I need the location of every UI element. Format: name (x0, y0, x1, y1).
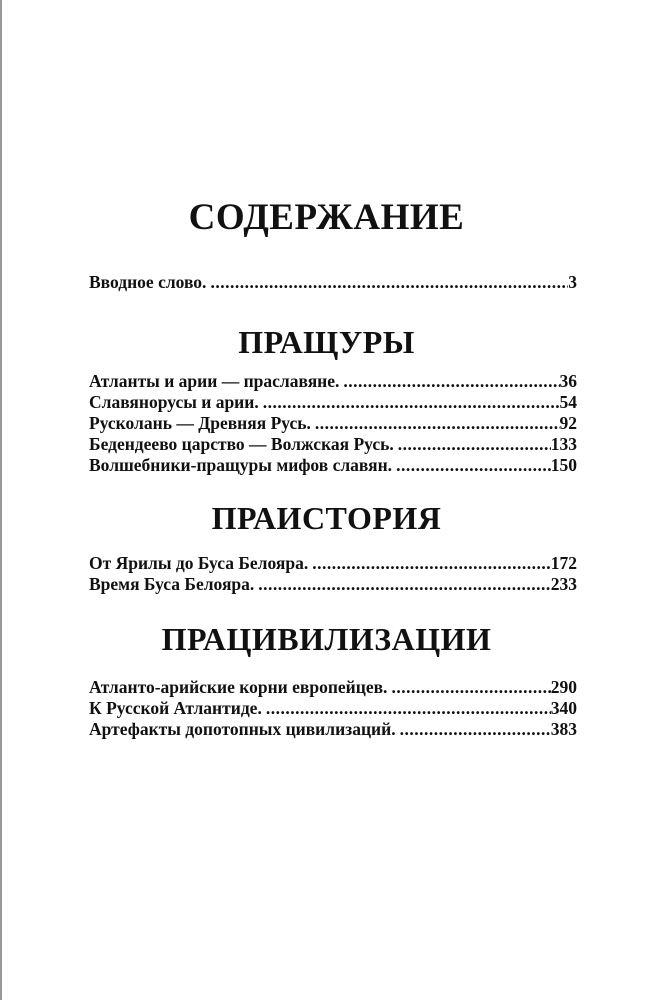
toc-entry-page: 150 (550, 455, 577, 475)
toc-entry (89, 455, 577, 476)
section-title-praistoriya: ПРАИСТОРИЯ (211, 500, 442, 536)
toc-entry (89, 677, 577, 698)
toc-entry-label: К Русской Атлантиде. (89, 698, 262, 718)
dot-leader (263, 392, 560, 413)
toc-entry-page: 383 (550, 719, 577, 739)
toc-entry (89, 371, 577, 392)
toc-entry-page: 3 (568, 272, 577, 292)
dot-leader (343, 371, 559, 392)
toc-entry-label: Волшебники-пращуры мифов славян. (89, 455, 393, 475)
toc-entry-label: Время Буса Белояра. (89, 574, 255, 594)
toc-entry-page: 92 (559, 413, 577, 433)
toc-entry-page: 340 (550, 698, 577, 718)
toc-entry-label: Славянорусы и арии. (89, 392, 259, 412)
dot-leader (396, 455, 551, 476)
toc-entry-label: От Ярилы до Буса Белояра. (89, 553, 309, 573)
dot-leader (210, 272, 568, 293)
section-title-pratsivilizatsii: ПРАЦИВИЛИЗАЦИИ (161, 621, 492, 657)
toc-entry-page: 36 (559, 371, 577, 391)
dot-leader (315, 413, 560, 434)
dot-leader (312, 553, 551, 574)
toc-entry-page: 290 (550, 677, 577, 697)
toc-entry-label: Вводное слово. (89, 272, 207, 292)
dot-leader (391, 677, 550, 698)
toc-entry-label: Бедендеево царство — Волжская Русь. (89, 434, 394, 454)
toc-entry (89, 553, 577, 574)
section-entry-list-prashchury (89, 371, 577, 476)
toc-entry (89, 434, 577, 455)
toc-entry (89, 392, 577, 413)
toc-entry-intro (89, 272, 577, 293)
toc-entry-label: Атланты и арии — праславяне. (89, 371, 340, 391)
section-title-prashchury: ПРАЩУРЫ (238, 324, 415, 360)
dot-leader (400, 719, 551, 740)
toc-entry (89, 413, 577, 434)
toc-entry (89, 574, 577, 595)
dot-leader (398, 434, 551, 455)
toc-entry-page: 172 (550, 553, 577, 573)
section-entry-list-pratsivilizatsii (89, 677, 577, 740)
page-title: СОДЕРЖАНИЕ (188, 197, 465, 238)
toc-entry-label: Артефакты допотопных цивилизаций. (89, 719, 396, 739)
intro-entry-list (89, 272, 577, 293)
section-entry-list-praistoriya (89, 553, 577, 595)
dot-leader (266, 698, 551, 719)
toc-entry-page: 233 (550, 574, 577, 594)
toc-entry (89, 719, 577, 740)
toc-entry (89, 698, 577, 719)
toc-entry-page: 133 (550, 434, 577, 454)
dot-leader (258, 574, 550, 595)
toc-entry-label: Русколань — Древняя Русь. (89, 413, 311, 433)
toc-entry-label: Атланто-арийские корни европейцев. (89, 677, 388, 697)
toc-entry-page: 54 (559, 392, 577, 412)
